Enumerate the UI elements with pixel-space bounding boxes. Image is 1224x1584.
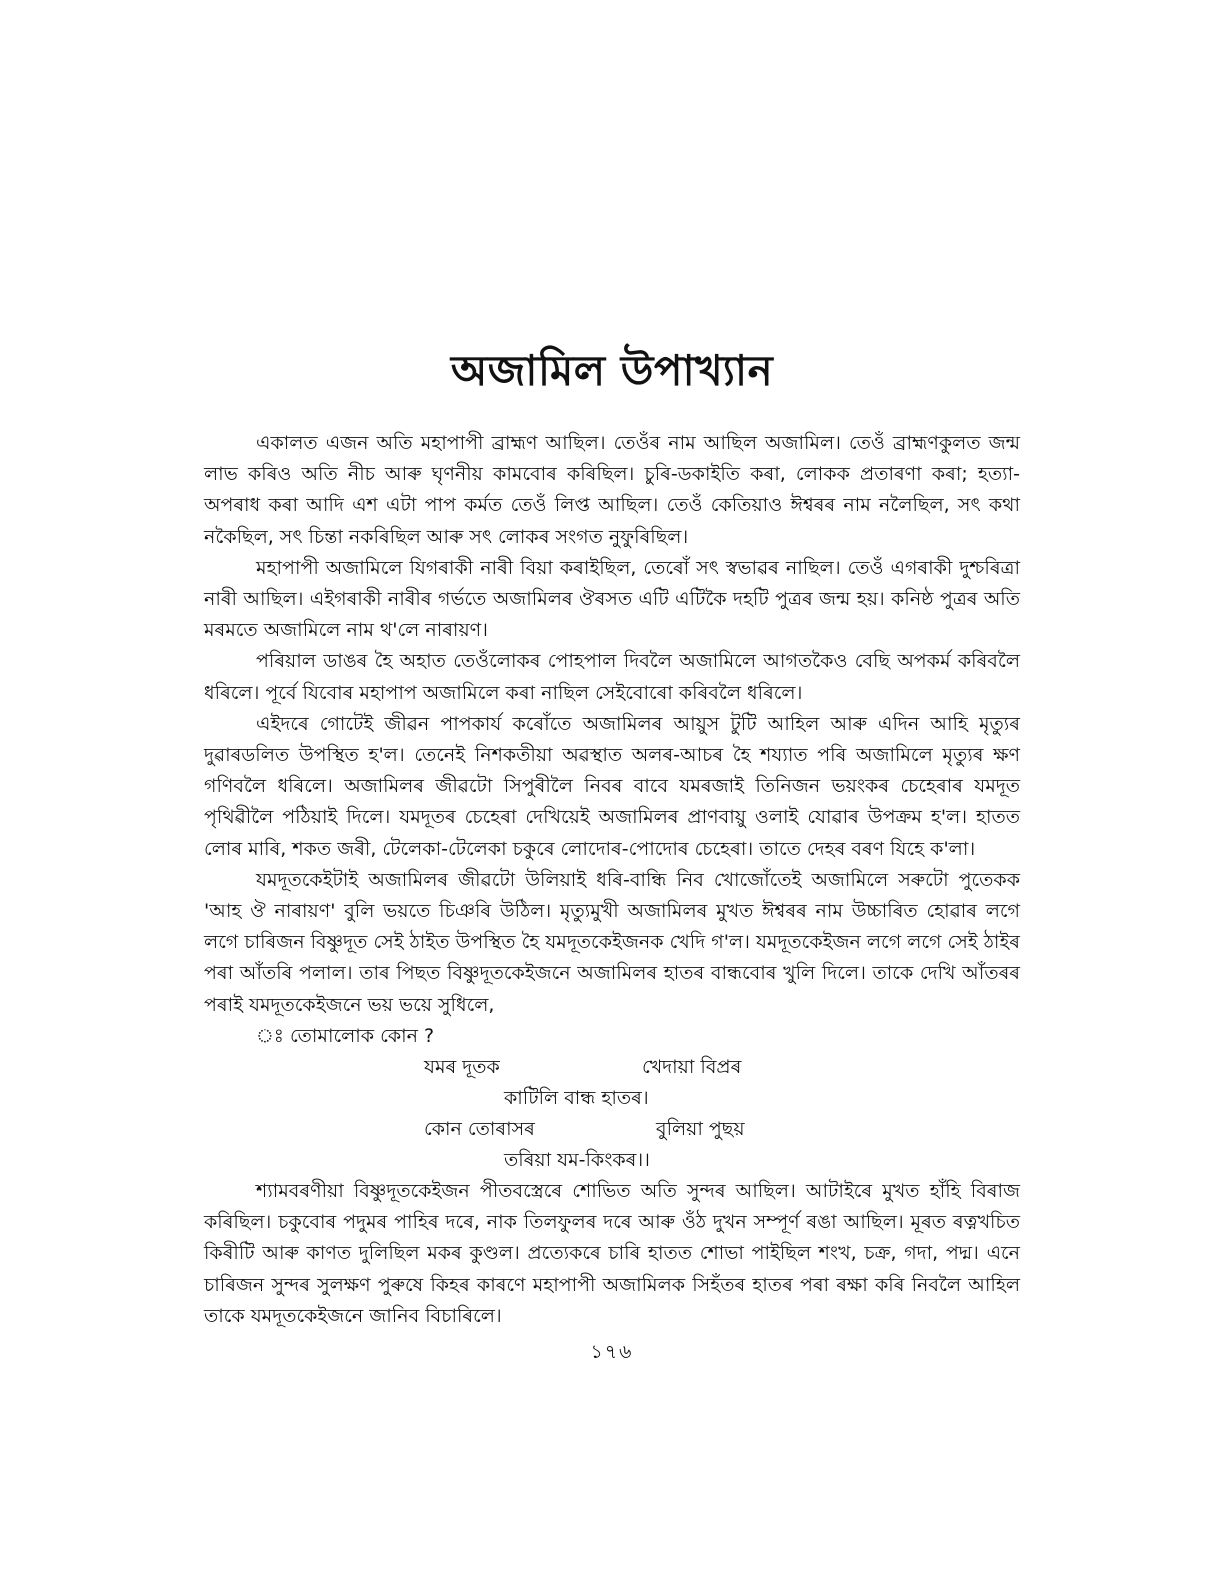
verse-line-1-right: খেদায়া বিপ্ৰৰ <box>642 1056 742 1079</box>
verse-block <box>204 1052 1020 1176</box>
paragraph-4: এইদৰে গোটেই জীৱন পাপকাৰ্য কৰোঁতে অজামিলৰ আয়ুস টুটি আহিল আৰু এদিন আহি মৃত্যুৰ দুৱাৰডলিত উপস্থিত হ'ল। তেনেই নিশকতীয়া অৱস্থাত অলৰ-আচৰ হৈ শয্যাত পৰি অজামিলে মৃত্যুৰ ক্ষণ গণিবলৈ ধৰিলে। অজামিলৰ জীৱটো সিপুৰীলৈ নিবৰ বাবে যমৰজাই তিনিজন ভয়ংকৰ চেহেৰাৰ যমদূত পৃথিৱীলৈ পঠিয়াই দিলে। যমদূতৰ চেহেৰা দেখিয়েই অজামিলৰ প্ৰাণবায়ু ওলাই যোৱাৰ উপক্ৰম হ'ল। হাতত লোৰ মাৰি, শকত জৰী, টেলেকা-টেলেকা চকুৰে লোদোৰ-পোদোৰ চেহেৰা। তাতে দেহৰ বৰণ যিহে ক'লা। <box>204 712 1020 860</box>
page-number: ১৭৬ <box>590 1341 634 1363</box>
paragraph-1: একালত এজন অতি মহাপাপী ব্ৰাহ্মণ আছিল। তেওঁৰ নাম আছিল অজামিল। তেওঁ ব্ৰাহ্মণকুলত জন্ম লাভ কৰিও অতি নীচ আৰু ঘৃণনীয় কামবোৰ কৰিছিল। চুৰি-ডকাইতি কৰা, লোকক প্ৰতাৰণা কৰা; হত্যা-অপৰাধ কৰা আদি এশ এটা পাপ কৰ্মত তেওঁ লিপ্ত আছিল। তেওঁ কেতিয়াও ঈশ্বৰৰ নাম নলৈছিল, সৎ কথা নকৈছিল, সৎ চিন্তা নকৰিছিল আৰু সৎ লোকৰ সংগত নুফুৰিছিল। <box>204 432 1020 548</box>
body-text <box>204 428 1020 1332</box>
page-title: অজামিল উপাখ্যান <box>450 346 774 395</box>
paragraph-2: মহাপাপী অজামিলে যিগৰাকী নাৰী বিয়া কৰাইছিল, তেৰোঁ সৎ স্বভাৱৰ নাছিল। তেওঁ এগৰাকী দুশ্চৰিত্ৰা নাৰী আছিল। এইগৰাকী নাৰীৰ গৰ্ভতে অজামিলৰ ঔৰসত এটি এটিকৈ দহটি পুত্ৰৰ জন্ম হয়। কনিষ্ঠ পুত্ৰৰ অতি মৰমতে অজামিলে নাম থ'লে নাৰায়ণ। <box>204 556 1020 642</box>
verse-line-3-left: কোন তোৰাসৰ <box>424 1118 535 1141</box>
verse-line-2: কাটিলি বান্ধ হাতৰ। <box>504 1087 649 1110</box>
paragraph-closing: শ্যামবৰণীয়া বিষ্ণুদূতকেইজন পীতবস্ত্ৰেৰে শোভিত অতি সুন্দৰ আছিল। আটাইৰে মুখত হাঁহি বিৰাজ কৰিছিল। চকুবোৰ পদুমৰ পাহিৰ দৰে, নাক তিলফুলৰ দৰে আৰু ওঁঠ দুখন সম্পূৰ্ণ ৰঙা আছিল। মূৰত ৰত্নখচিত কিৰীটি আৰু কাণত দুলিছিল মকৰ কুণ্ডল। প্ৰত্যেকৰে চাৰি হাতত শোভা পাইছিল শংখ, চক্ৰ, গদা, পদ্ম। এনে চাৰিজন সুন্দৰ সুলক্ষণ পুৰুষে কিহৰ কাৰণে মহাপাপী অজামিলক সিহঁতৰ হাতৰ পৰা ৰক্ষা কৰি নিবলৈ আহিল তাকে যমদূতকেইজনে জানিব বিচাৰিলে। <box>204 1180 1020 1327</box>
paragraph-5: যমদূতকেইটাই অজামিলৰ জীৱটো উলিয়াই ধৰি-বান্ধি নিব খোজোঁতেই অজামিলে সৰুটো পুতেকক 'আহ ঔ নাৰায়ণ' বুলি ভয়তে চিঞৰি উঠিল। মৃত্যুমুখী অজামিলৰ মুখত ঈশ্বৰৰ নাম উচ্চাৰিত হোৱাৰ লগে লগে চাৰিজন বিষ্ণুদূত সেই ঠাইত উপস্থিত হৈ যমদূতকেইজনক খেদি গ'ল। যমদূতকেইজন লগে লগে সেই ঠাইৰ পৰা আঁতৰি পলাল। তাৰ পিছত বিষ্ণুদূতকেইজনে অজামিলৰ হাতৰ বান্ধবোৰ খুলি দিলে। তাকে দেখি আঁতৰৰ পৰাই যমদূতকেইজনে ভয় ভয়ে সুধিলে, <box>204 868 1020 1016</box>
dialog-question: ঃ তোমালোক কোন ? <box>256 1024 435 1047</box>
verse-line-1-left: যমৰ দূতক <box>424 1056 500 1079</box>
verse-line-4: তৰিয়া যম-কিংকৰ।। <box>504 1149 650 1172</box>
paragraph-3: পৰিয়াল ডাঙৰ হৈ অহাত তেওঁলোকৰ পোহপাল দিবলৈ অজামিলে আগতকৈও বেছি অপকৰ্ম কৰিবলৈ ধৰিলে। পূৰ্বে যিবোৰ মহাপাপ অজামিলে কৰা নাছিল সেইবোৰো কৰিবলৈ ধৰিলে। <box>204 650 1020 704</box>
verse-line-3-right: বুলিয়া পুছয় <box>656 1118 745 1141</box>
